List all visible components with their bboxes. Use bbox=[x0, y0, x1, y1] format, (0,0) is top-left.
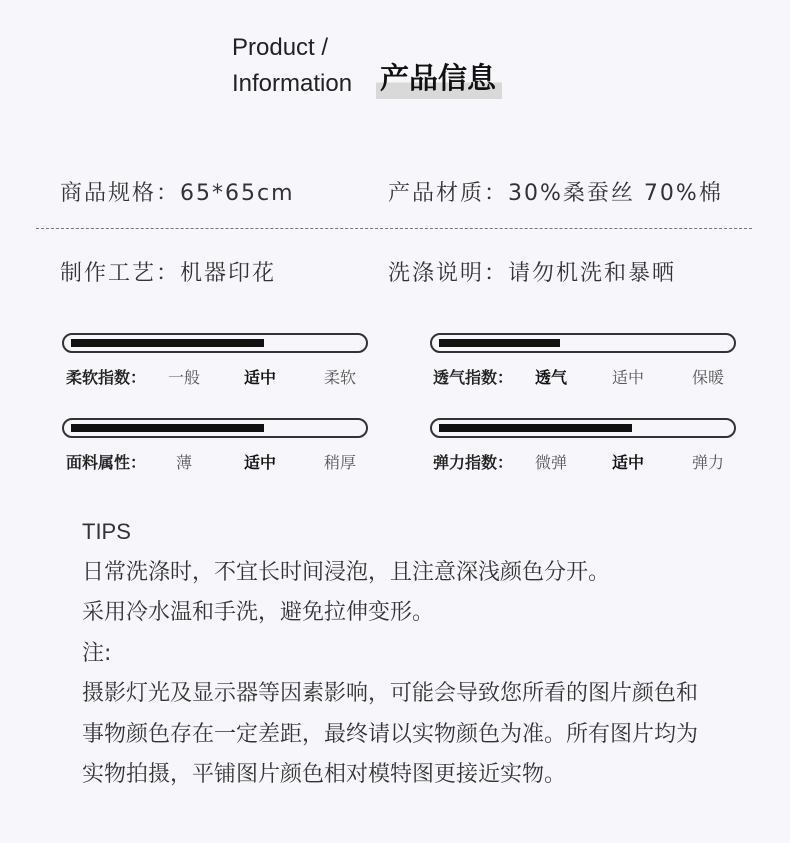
breathability-level-mid: 适中 bbox=[612, 368, 645, 387]
softness-index-bar bbox=[62, 333, 368, 353]
spec-washing-label: 洗涤说明 bbox=[388, 261, 485, 286]
elasticity-index-label: 弹力指数： bbox=[433, 453, 514, 472]
spec-material bbox=[388, 176, 723, 207]
fabric-thickness-label: 面料属性： bbox=[66, 453, 147, 472]
tips-title: TIPS bbox=[82, 519, 131, 544]
spec-washing-value: 请勿机洗和暴晒 bbox=[508, 261, 677, 286]
tips-section bbox=[82, 512, 698, 796]
spec-material-value: 30%桑蚕丝 70%棉 bbox=[508, 181, 723, 206]
breathability-level-low: 透气 bbox=[535, 368, 568, 387]
spec-craft-sep: ： bbox=[156, 261, 181, 286]
softness-level-low: 一般 bbox=[168, 368, 201, 387]
tips-note-label: 注: bbox=[82, 640, 112, 666]
breathability-index-fill bbox=[439, 339, 560, 347]
spec-material-sep: ： bbox=[484, 181, 509, 206]
breathability-level-high: 保暖 bbox=[692, 368, 725, 387]
spec-material-label: 产品材质 bbox=[388, 181, 485, 206]
elasticity-index-fill bbox=[439, 424, 632, 432]
elasticity-level-high: 弹力 bbox=[692, 453, 725, 472]
softness-level-high: 柔软 bbox=[324, 368, 357, 387]
breathability-index-bar bbox=[430, 333, 736, 353]
fabric-thickness-bar bbox=[62, 418, 368, 438]
spec-washing-sep: ： bbox=[484, 261, 509, 286]
elasticity-level-low: 微弹 bbox=[535, 453, 568, 472]
spec-size-label: 商品规格 bbox=[60, 181, 157, 206]
tips-line: 事物颜色存在一定差距，最终请以实物颜色为准。所有图片均为 bbox=[82, 721, 699, 747]
spec-size-value: 65*65cm bbox=[180, 181, 295, 206]
header-english-title bbox=[232, 30, 352, 102]
tips-line: 日常洗涤时，不宜长时间浸泡，且注意深浅颜色分开。 bbox=[82, 559, 611, 585]
fabric-thickness-level-mid: 适中 bbox=[244, 453, 277, 472]
spec-size-sep: ： bbox=[156, 181, 181, 206]
fabric-thickness-level-low: 薄 bbox=[176, 453, 193, 472]
spec-craft-label: 制作工艺 bbox=[60, 261, 157, 286]
spec-size bbox=[60, 176, 295, 207]
tips-line: 实物拍摄，平铺图片颜色相对模特图更接近实物。 bbox=[82, 762, 567, 787]
tips-line: 摄影灯光及显示器等因素影响，可能会导致您所看的图片颜色和 bbox=[82, 681, 699, 706]
header-en-line-2: Information bbox=[232, 70, 353, 97]
spec-craft-value: 机器印花 bbox=[180, 261, 277, 286]
header-en-line-1: Product / bbox=[232, 34, 329, 61]
fabric-thickness-level-high: 稍厚 bbox=[324, 453, 357, 472]
dashed-divider bbox=[36, 228, 752, 229]
elasticity-index-bar bbox=[430, 418, 736, 438]
tips-line: 采用冷水温和手洗，避免拉伸变形。 bbox=[82, 600, 435, 625]
header-chinese-title: 产品信息 bbox=[376, 56, 502, 99]
spec-washing bbox=[388, 256, 676, 287]
softness-index-label: 柔软指数： bbox=[66, 368, 147, 387]
softness-level-mid: 适中 bbox=[244, 368, 277, 387]
fabric-thickness-fill bbox=[71, 424, 264, 432]
spec-craft bbox=[60, 256, 276, 287]
breathability-index-label: 透气指数： bbox=[433, 368, 514, 387]
softness-index-fill bbox=[71, 339, 264, 347]
elasticity-level-mid: 适中 bbox=[612, 453, 645, 472]
